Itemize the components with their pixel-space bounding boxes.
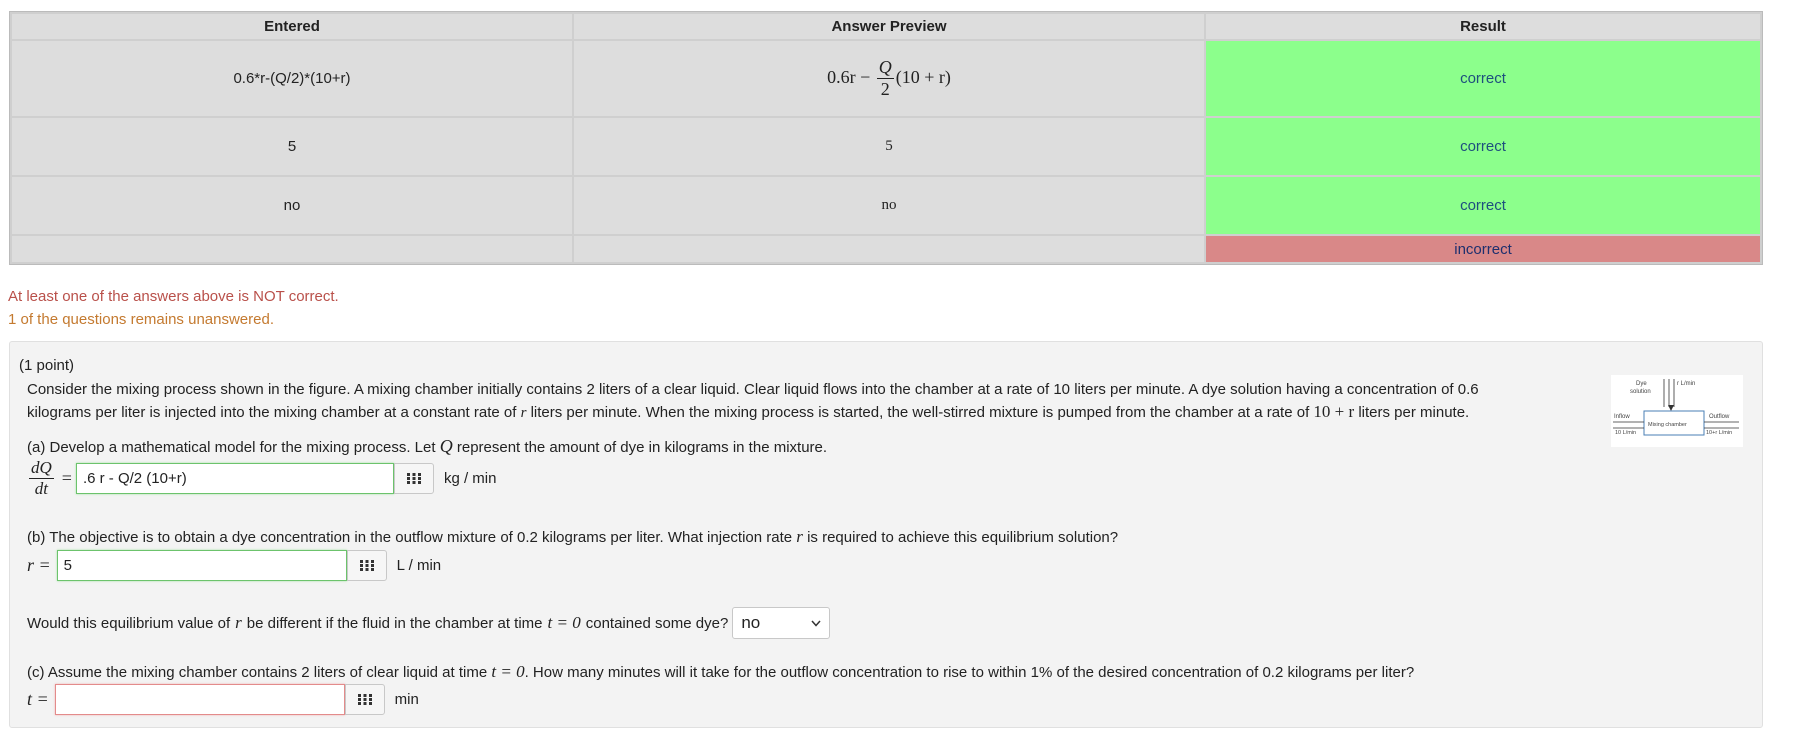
figure-chamber-label: Mixing chamber	[1648, 422, 1687, 428]
figure-solution-label: solution	[1630, 389, 1651, 395]
part-b-text: (b) The objective is to obtain a dye concentration in the outflow mixture of 0.2 kilograms per liter. What injection rate	[27, 529, 793, 546]
select-value: no	[741, 613, 761, 632]
part-b-answer-row	[27, 550, 441, 581]
keypad-grid-icon	[407, 473, 421, 484]
entered-cell: no	[12, 177, 572, 234]
table-row	[12, 118, 1760, 175]
result-cell-incorrect: incorrect	[1206, 236, 1760, 262]
equation-editor-button[interactable]	[394, 463, 434, 494]
time-answer-input[interactable]	[55, 684, 345, 715]
equals-sign: =	[61, 467, 72, 488]
math-var-r: r	[520, 405, 527, 421]
attempt-results-table	[9, 11, 1763, 265]
table-row	[12, 236, 1760, 262]
part-b2-text: Would this equilibrium value of	[27, 614, 231, 632]
chevron-down-icon	[811, 620, 821, 627]
r-equals-text: r =	[27, 555, 51, 575]
part-a-unit: kg / min	[443, 469, 497, 487]
part-b2-text: be different if the fluid in the chamber at time	[246, 614, 543, 632]
t-zero-text: t = 0	[547, 613, 581, 632]
preview-tail: (10 + r)	[895, 66, 951, 87]
table-row	[12, 177, 1760, 234]
mixing-chamber-figure	[1611, 375, 1743, 447]
result-cell-correct: correct	[1206, 118, 1760, 175]
figure-r-label: r L/min	[1677, 381, 1696, 387]
math-t-equals-zero	[548, 613, 581, 633]
preview-numerator: Q	[878, 57, 892, 78]
equation-editor-button[interactable]	[345, 684, 385, 715]
problem-points: (1 point)	[19, 357, 75, 374]
answer-preview-cell: no	[574, 177, 1204, 234]
part-a-text: represent the amount of dye in kilograms in the mixture.	[456, 439, 828, 456]
part-c-text: . How many minutes will it take for the outflow concentration to rise to within 1% of the desired concentration of 0.2 kilograms per liter?	[524, 664, 1415, 681]
preview-lead: 0.6r −	[827, 66, 871, 87]
equation-editor-button[interactable]	[347, 550, 387, 581]
r-equals-label	[27, 555, 51, 576]
description-text: kilograms per liter is injected into the mixing chamber at a constant rate of	[27, 404, 517, 421]
dq-numerator: dQ	[31, 458, 52, 477]
unanswered-message: 1 of the questions remains unanswered.	[8, 311, 274, 328]
t-zero-text: t = 0	[491, 662, 525, 681]
math-var-q: Q	[439, 436, 453, 456]
part-a-text: (a) Develop a mathematical model for the mixing process. Let	[27, 439, 436, 456]
result-cell-correct: correct	[1206, 41, 1760, 116]
not-correct-message: At least one of the answers above is NOT correct.	[8, 288, 339, 305]
description-line-2	[27, 401, 1557, 424]
math-var-r: r	[235, 613, 242, 632]
header-entered: Entered	[12, 14, 572, 39]
part-b2-row	[27, 607, 830, 639]
keypad-grid-icon	[358, 694, 372, 705]
problem-description	[27, 379, 1557, 424]
entered-cell: 0.6*r-(Q/2)*(10+r)	[12, 41, 572, 116]
description-line-1: Consider the mixing process shown in the figure. A mixing chamber initially contains 2 liters of a clear liquid. Clear liquid flows into the chamber at a rate of 10 liters per minute. A dye solution having a concentration of 0.6	[27, 381, 1479, 398]
injection-rate-input[interactable]: 5	[57, 550, 347, 581]
figure-outflow-rate: 10+r L/min	[1706, 430, 1733, 436]
t-equals-label	[27, 689, 49, 710]
answer-preview-cell	[574, 41, 1204, 116]
dq-dt-fraction	[29, 458, 54, 498]
part-b-prompt	[27, 527, 1118, 547]
part-c-answer-row	[27, 684, 419, 715]
part-a-prompt	[27, 436, 827, 457]
header-answer-preview: Answer Preview	[574, 14, 1204, 39]
preview-math	[827, 57, 951, 99]
keypad-grid-icon	[360, 560, 374, 571]
dye-effect-select[interactable]	[732, 607, 830, 639]
description-text: liters per minute. When the mixing process is started, the well-stirred mixture is pumped from the chamber at a rate of	[530, 404, 1310, 421]
math-var-r: r	[796, 527, 803, 546]
preview-fraction	[877, 57, 894, 99]
part-c-prompt	[27, 662, 1414, 682]
math-t-equals-zero	[491, 662, 524, 681]
math-outflow-rate: 10 + r	[1313, 402, 1355, 421]
figure-inflow-label: Inflow	[1614, 414, 1630, 420]
description-text: liters per minute.	[1358, 404, 1470, 421]
header-result: Result	[1206, 14, 1760, 39]
figure-inflow-rate: 10 L/min	[1615, 430, 1637, 436]
figure-dye-label: Dye	[1636, 381, 1647, 387]
part-b-text: is required to achieve this equilibrium solution?	[807, 529, 1119, 546]
table-row	[12, 41, 1760, 116]
t-equals-text: t =	[27, 689, 49, 709]
figure-outflow-label: Outflow	[1709, 414, 1730, 420]
table-header-row	[12, 14, 1760, 39]
problem-panel	[9, 341, 1763, 728]
part-a-answer-row	[27, 458, 496, 498]
answer-preview-cell	[574, 236, 1204, 262]
dqdt-answer-input[interactable]: .6 r - Q/2 (10+r)	[76, 463, 394, 494]
part-c-unit: min	[394, 691, 419, 708]
entered-cell	[12, 236, 572, 262]
result-cell-correct: correct	[1206, 177, 1760, 234]
part-c-text: (c) Assume the mixing chamber contains 2 liters of clear liquid at time	[27, 664, 488, 681]
answer-preview-cell: 5	[574, 118, 1204, 175]
entered-cell: 5	[12, 118, 572, 175]
preview-denominator: 2	[880, 79, 890, 99]
part-b-unit: L / min	[396, 557, 442, 574]
part-b2-text: contained some dye?	[585, 614, 729, 632]
dt-denominator: dt	[34, 478, 48, 498]
